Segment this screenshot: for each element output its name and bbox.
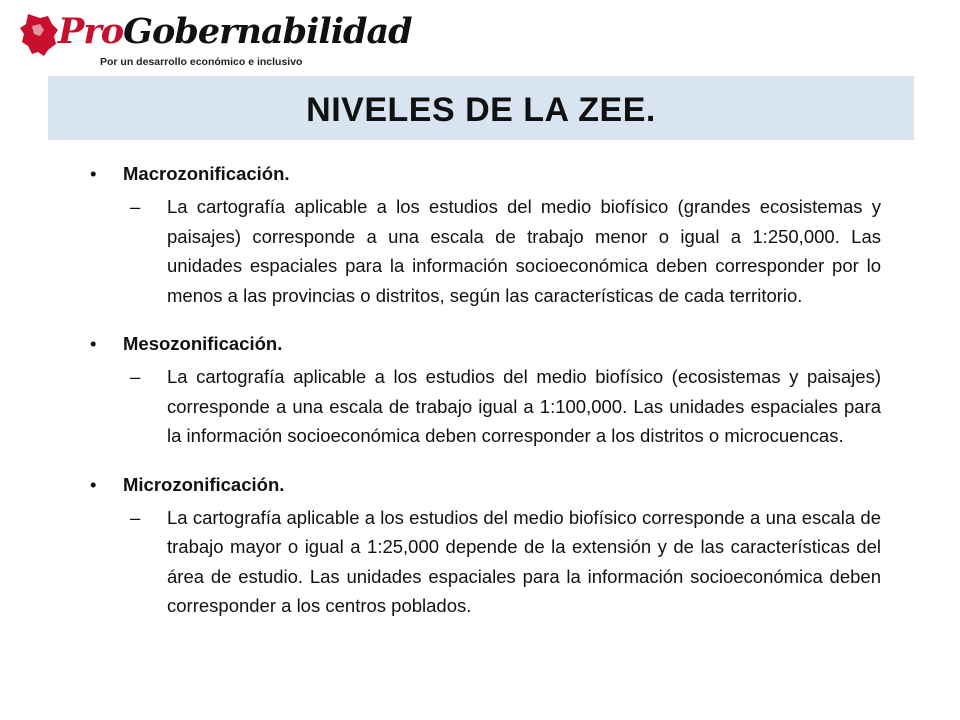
section-microzonificacion (90, 471, 890, 621)
dash-icon: – (130, 506, 141, 528)
section-heading: Microzonificación. (123, 473, 285, 495)
peru-map-icon (18, 12, 62, 58)
section-heading: Mesozonificación. (123, 333, 283, 354)
bullet-icon: • (90, 473, 97, 495)
slide-title: NIVELES DE LA ZEE. (306, 91, 656, 129)
sub-item (130, 192, 881, 310)
section-macrozonificacion (90, 160, 890, 310)
section-text: La cartografía aplicable a los estudios del medio biofísico (ecosistemas y paisajes) corresponde a una escala de trabajo igual a 1:100,000. Las unidades espaciales para la información socioeconómica deben corresponder a los distritos o microcuencas. (167, 366, 881, 446)
dash-icon: – (130, 366, 141, 387)
sub-item (130, 503, 881, 621)
bullet-item (90, 330, 890, 358)
logo-wordmark (58, 8, 412, 56)
dash-icon: – (130, 196, 141, 217)
logo-tagline: Por un desarrollo económico e inclusivo (100, 56, 303, 68)
logo-wordmark-gobernabilidad: Gobernabilidad (123, 11, 412, 52)
bullet-item (90, 471, 890, 499)
section-mesozonificacion (90, 330, 890, 451)
bullet-item (90, 160, 890, 188)
sub-item (130, 362, 881, 451)
bullet-icon: • (90, 163, 97, 184)
section-heading: Macrozonificación. (123, 163, 290, 184)
progobernabilidad-logo (18, 8, 412, 72)
logo-wordmark-pro: Pro (58, 11, 124, 52)
section-text: La cartografía aplicable a los estudios del medio biofísico (grandes ecosistemas y paisajes) corresponde a una escala de trabajo menor o igual a 1:250,000. Las unidades espaciales para la información socioeconómica deben corresponder por lo menos a las provincias o distritos, según las características de cada territorio. (167, 196, 881, 306)
bullet-icon: • (90, 333, 97, 354)
section-text: La cartografía aplicable a los estudios del medio biofísico corresponde a una escala de trabajo mayor o igual a 1:25,000 depende de la extensión y de las características del área de estudio. Las unidades espaciales para la información socioeconómica deben corresponder a los centros poblados. (167, 506, 881, 616)
slide-content (90, 160, 890, 641)
